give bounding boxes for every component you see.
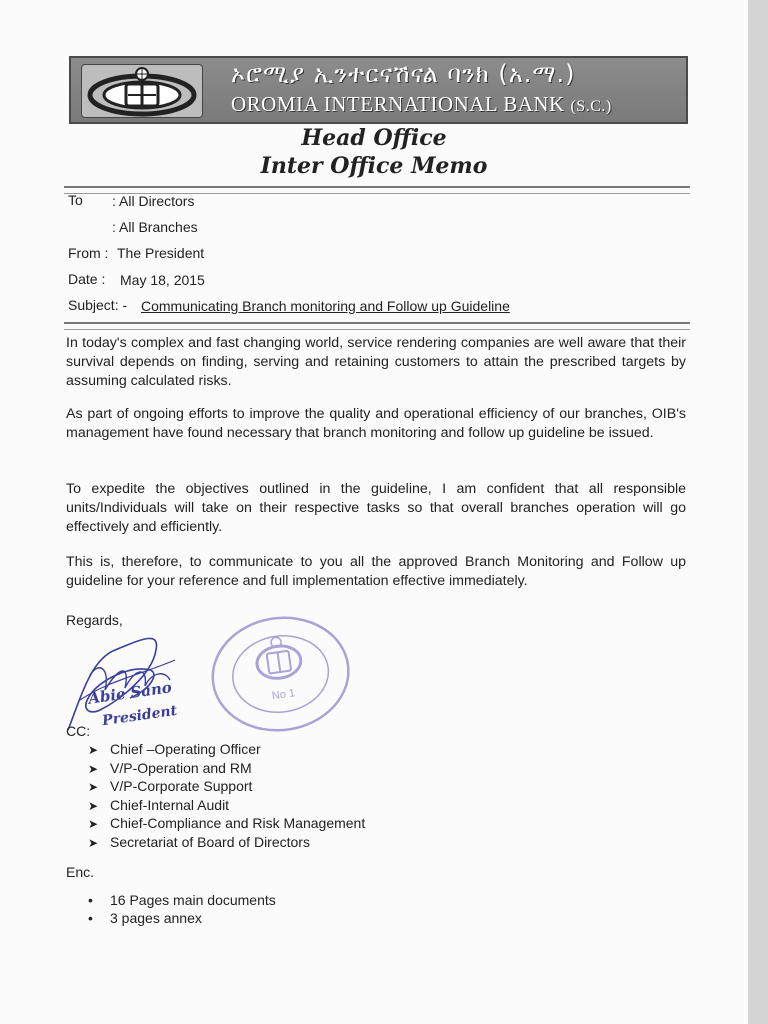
cc-item: ➤ Chief –Operating Officer <box>88 741 365 760</box>
bank-logo <box>81 64 203 118</box>
heading-head-office: Head Office <box>301 125 447 151</box>
arrow-bullet-icon: ➤ <box>88 835 99 850</box>
body-paragraph-1: In today's complex and fast changing world, service rendering companies are well aware that their survival depends on finding, serving and retaining customers to attain the prescribed targets by assuming calculated risks. <box>66 335 686 389</box>
enc-item: • 3 pages annex <box>88 910 202 926</box>
body-paragraph-4: This is, therefore, to communicate to you all the approved Branch Monitoring and Follow up guideline for your reference and full implementation effective immediately. <box>66 554 686 589</box>
bank-name-amharic: ኦሮሚያ ኢንተርናሽናል ባንክ (አ.ማ.) <box>231 60 576 88</box>
subject-value: Communicating Branch monitoring and Follow up Guideline <box>141 298 510 314</box>
bullet-icon: • <box>88 892 93 908</box>
cc-item: ➤ V/P-Operation and RM <box>88 760 365 779</box>
regards-text: Regards, <box>66 612 123 628</box>
arrow-bullet-icon: ➤ <box>88 780 99 794</box>
to-value-branches: : All Branches <box>112 219 198 235</box>
heading-inter-office-memo: Inter Office Memo <box>260 153 488 179</box>
arrow-bullet-icon: ➤ <box>88 743 99 757</box>
subject-divider <box>64 322 690 330</box>
cc-item: ➤ V/P-Corporate Support <box>88 778 365 797</box>
to-value-directors: : All Directors <box>112 193 195 209</box>
from-label: From : <box>68 245 109 261</box>
arrow-bullet-icon: ➤ <box>88 761 99 776</box>
cc-item: ➤ Chief-Internal Audit <box>88 797 365 816</box>
date-label: Date : <box>68 271 106 287</box>
date-value: May 18, 2015 <box>120 272 205 288</box>
bank-name-suffix: (S.C.) <box>570 98 612 115</box>
subject-label: Subject: - <box>68 297 128 313</box>
enc-list <box>88 891 276 927</box>
arrow-bullet-icon: ➤ <box>88 798 99 813</box>
stamp-number: No 1 <box>271 687 296 703</box>
letterhead-banner <box>69 56 688 124</box>
from-value: The President <box>117 245 205 261</box>
enc-item: • 16 Pages main documents <box>88 892 276 908</box>
cc-item: ➤ Secretariat of Board of Directors <box>88 834 365 853</box>
body-paragraph-2: As part of ongoing efforts to improve the quality and operational efficiency of our branches, OIB's management have found necessary that branch monitoring and follow up guideline be issued. <box>66 406 686 441</box>
bank-logo-icon <box>82 65 202 117</box>
bank-name-english <box>231 92 681 117</box>
official-seal-icon <box>206 612 356 742</box>
cc-list <box>88 741 365 852</box>
cc-label: CC: <box>66 723 91 739</box>
signer-title: President <box>101 702 179 730</box>
bank-name-main: OROMIA INTERNATIONAL BANK <box>231 92 565 116</box>
to-label: To <box>68 192 83 208</box>
arrow-bullet-icon: ➤ <box>88 817 99 831</box>
cc-item: ➤ Chief-Compliance and Risk Management <box>88 815 365 834</box>
enc-label: Enc. <box>66 864 95 880</box>
body-paragraph-3: To expedite the objectives outlined in the guideline, I am confident that all responsible units/Individuals will take on their respective tasks so that overall branches operation will go effectively and efficiently. <box>66 481 686 535</box>
bullet-icon: • <box>88 910 93 926</box>
signer-name: Abie Sano <box>87 678 173 708</box>
scan-background-edge <box>748 0 768 1024</box>
